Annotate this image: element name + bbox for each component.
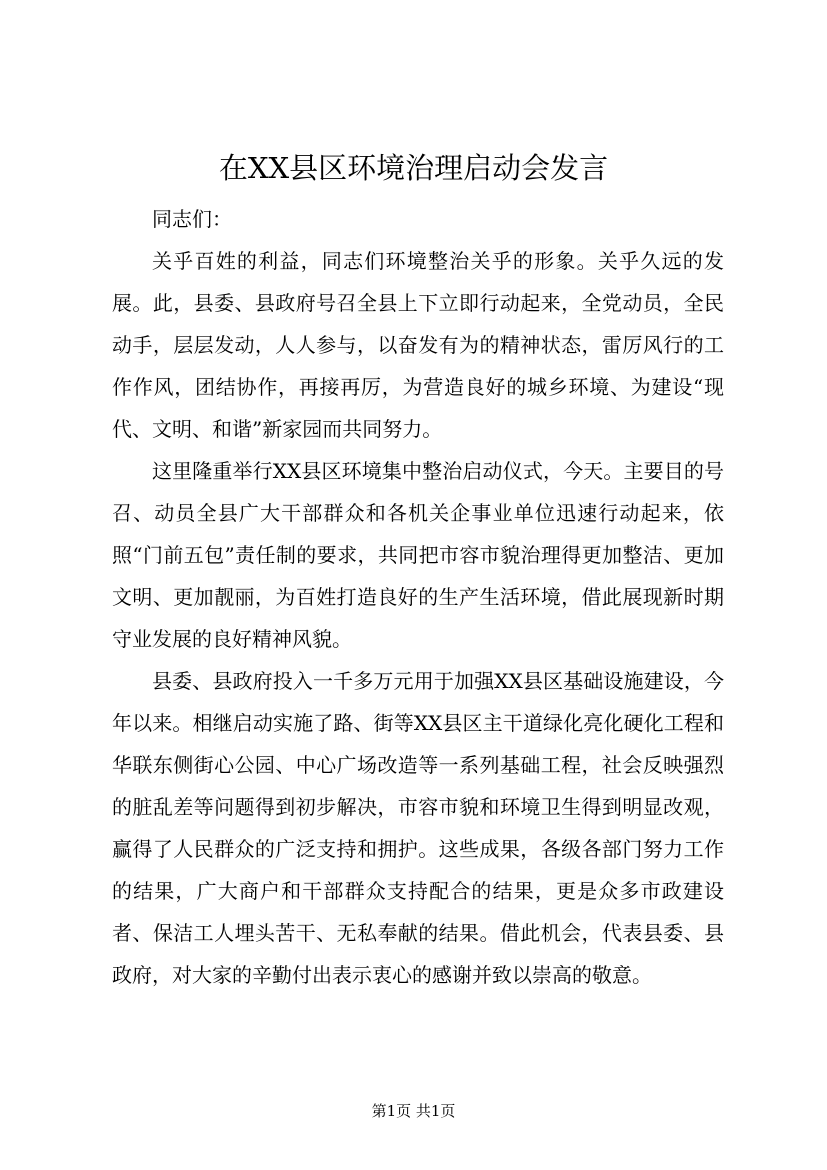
paragraph-3: 县委、县政府投入一千多万元用于加强XX县区基础设施建设，今年以来。相继启动实施了路、街等XX县区主干道绿化亮化硬化工程和华联东侧街心公园、中心广场改造等一系列基础工程，社会反映强烈的脏乱差等问题得到初步解决，市容市貌和环境卫生得到明显改观，赢得了人民群众的广泛支持和拥护。这些成果，各级各部门努力工作的结果，广大商户和干部群众支持配合的结果，更是众多市政建设者、保洁工人埋头苦干、无私奉献的结果。借此机会，代表县委、县政府，对大家的辛勤付出表示衷心的感谢并致以崇高的敬意。 <box>112 669 724 987</box>
document-body <box>112 198 724 996</box>
document-title: 在XX县区环境治理启动会发言 <box>218 151 609 185</box>
salutation: 同志们： <box>152 207 232 231</box>
paragraph-2: 这里隆重举行XX县区环境集中整治启动仪式，今天。主要目的号召、动员全县广大干部群众和各机关企事业单位迅速行动起来，依照“门前五包”责任制的要求，共同把市容市貌治理得更加整洁、更加文明、更加靓丽，为百姓打造良好的生产生活环境，借此展现新时期守业发展的良好精神风貌。 <box>112 459 724 651</box>
page-footer: 第1页 共1页 <box>371 1102 456 1120</box>
paragraph-1: 关乎百姓的利益，同志们环境整治关乎的形象。关乎久远的发展。此，县委、县政府号召全县上下立即行动起来，全党动员，全民动手，层层发动，人人参与，以奋发有为的精神状态，雷厉风行的工作作风，团结协作，再接再厉，为营造良好的城乡环境、为建设“现代、文明、和谐”新家园而共同努力。 <box>112 249 724 441</box>
